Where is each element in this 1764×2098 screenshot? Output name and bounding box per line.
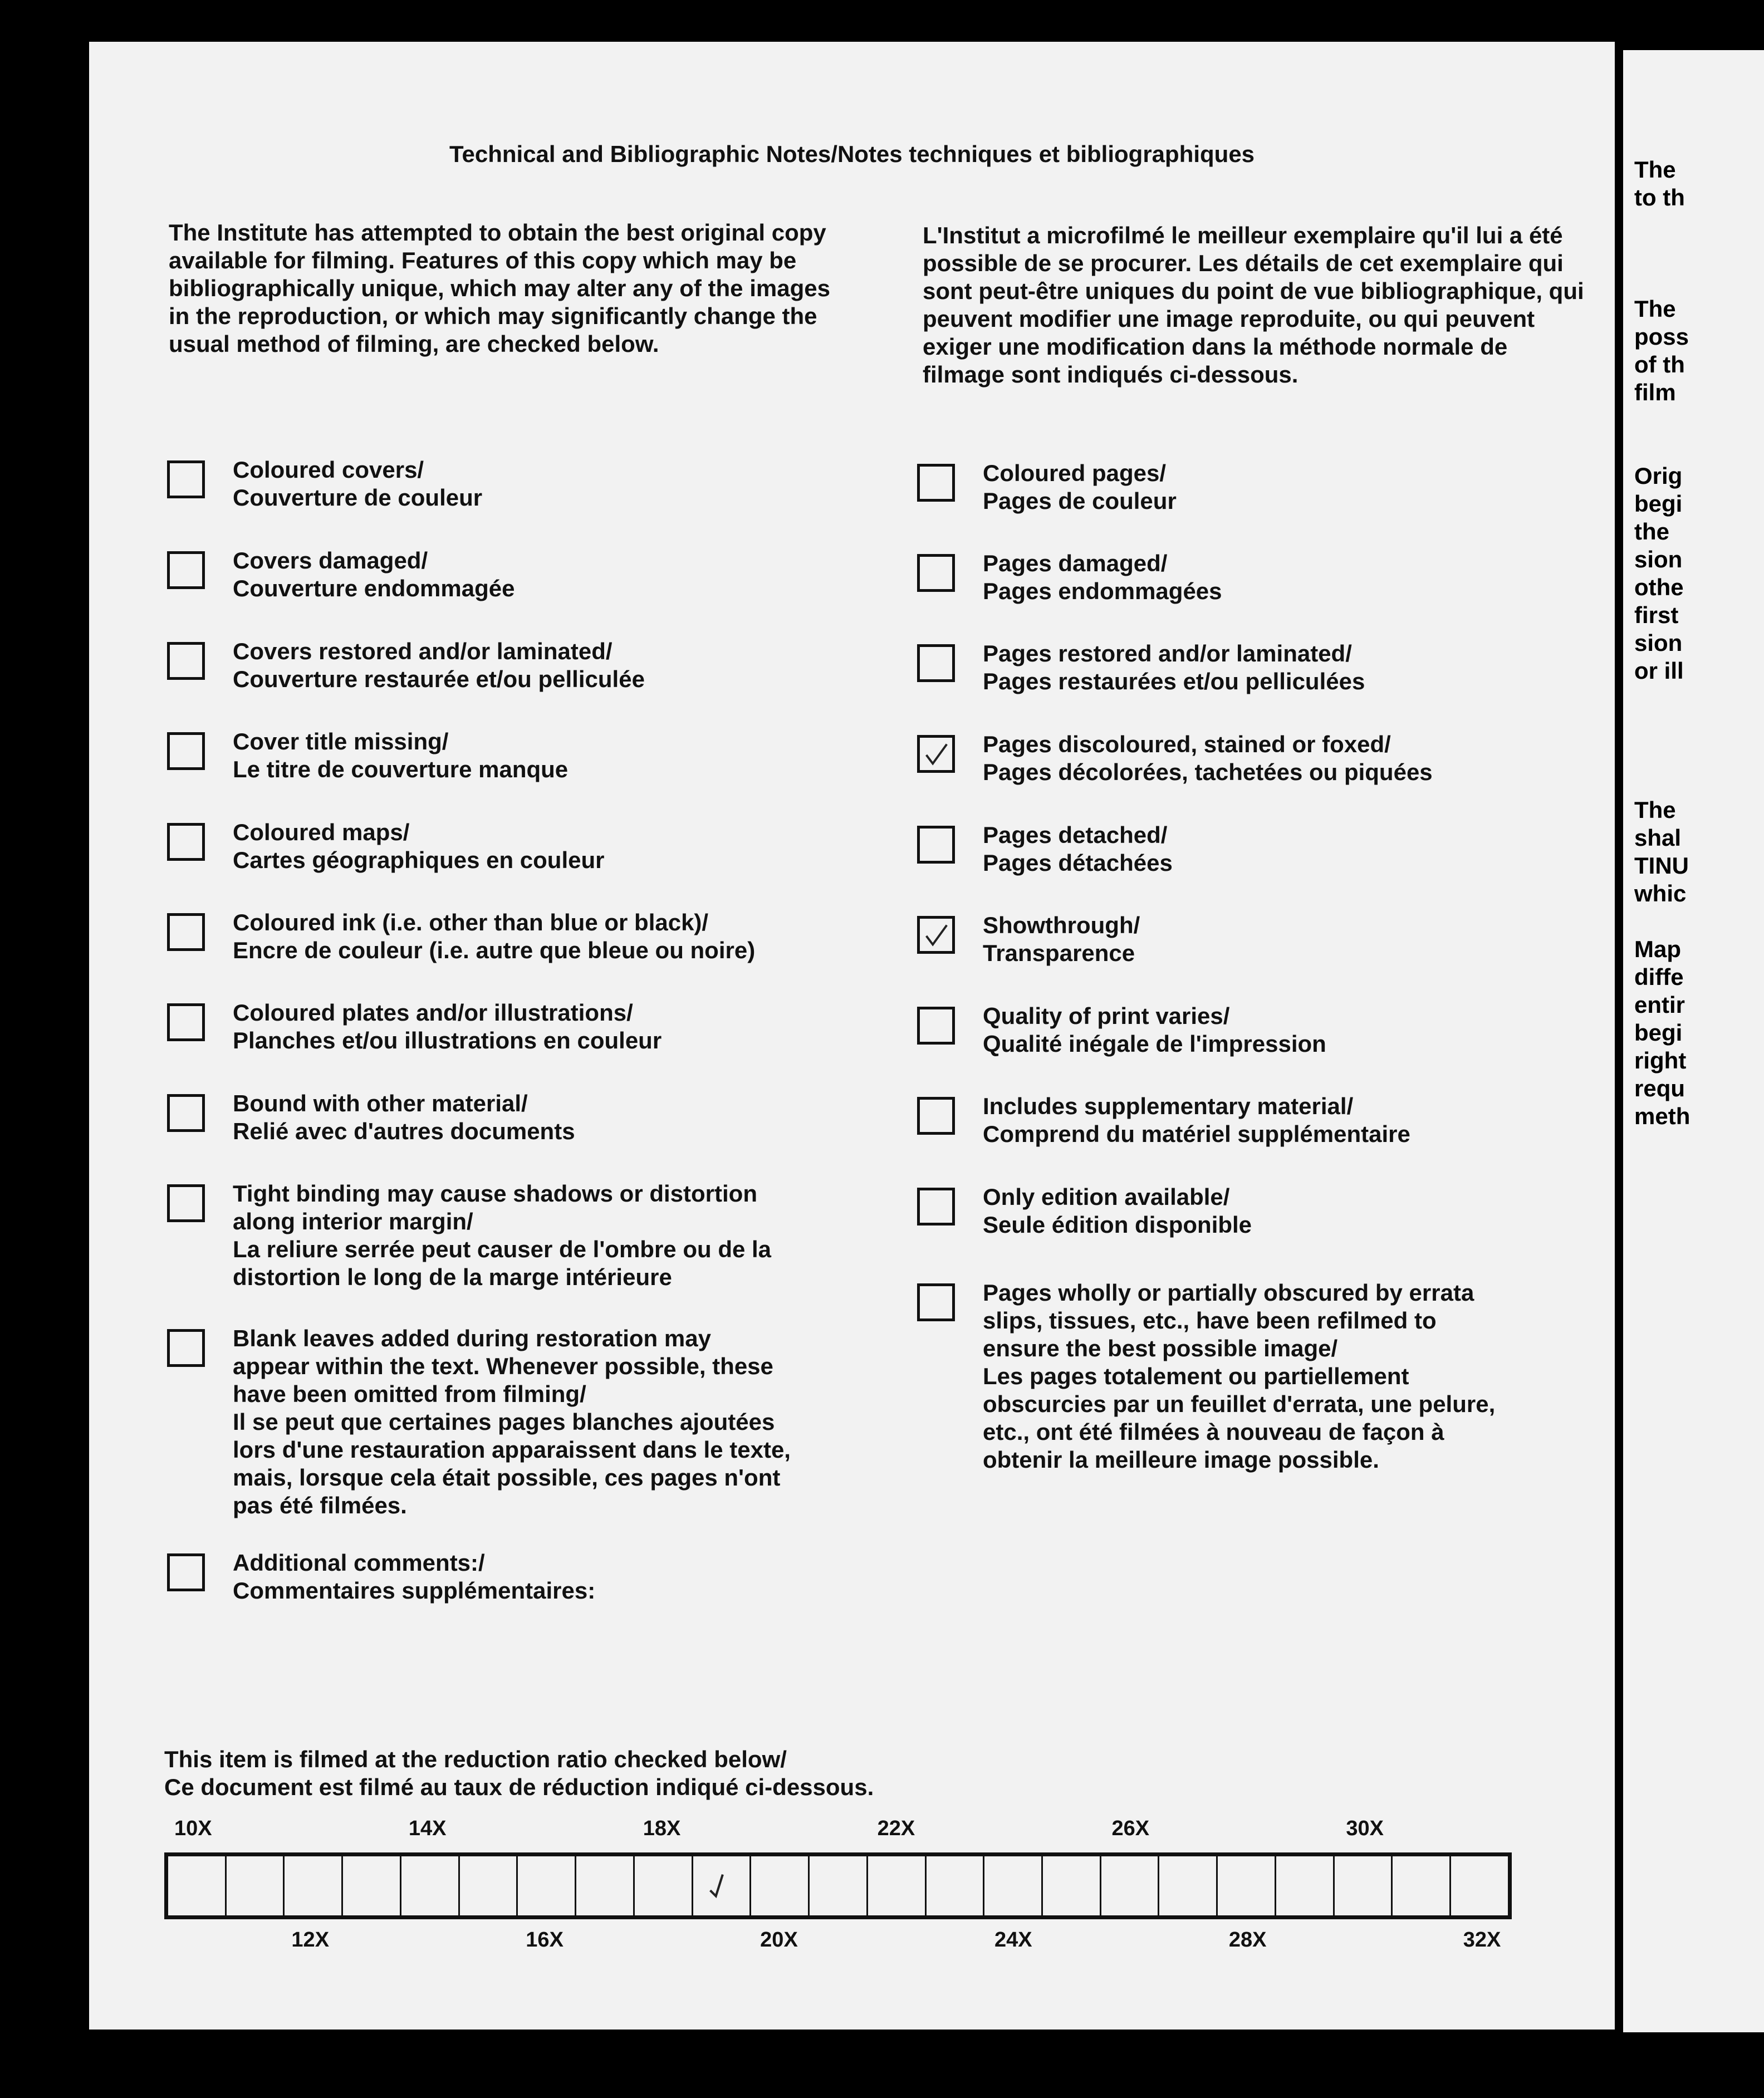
adjacent-page-text: begi (1634, 1019, 1683, 1046)
adjacent-page-text: othe (1634, 574, 1684, 600)
checkbox-label (983, 911, 1140, 967)
label-line: slips, tissues, etc., have been refilmed to (983, 1307, 1437, 1334)
checkmark-icon (693, 1856, 750, 1915)
ratio-cell[interactable] (984, 1856, 1043, 1915)
adjacent-page-text: sion (1634, 630, 1683, 656)
adjacent-page-text: or ill (1634, 658, 1684, 684)
ratio-bottom-label: 12X (291, 1928, 330, 1952)
label-line: Coloured ink (i.e. other than blue or black)/ (233, 909, 709, 935)
label-line: Relié avec d'autres documents (233, 1118, 575, 1144)
checkbox-label (233, 1325, 791, 1519)
checkbox-label (983, 1183, 1252, 1239)
label-line: Couverture restaurée et/ou pelliculée (233, 666, 645, 692)
label-line: Bound with other material/ (233, 1090, 528, 1116)
label-line: Transparence (983, 940, 1135, 966)
reduction-ratio-intro (164, 1746, 874, 1801)
label-line: Pages de couleur (983, 488, 1177, 514)
ratio-cell[interactable] (460, 1856, 518, 1915)
label-line: Pages décolorées, tachetées ou piquées (983, 759, 1433, 785)
checkbox[interactable] (917, 1283, 955, 1321)
adjacent-page-text: first (1634, 602, 1679, 628)
label-line: lors d'une restauration apparaissent dans le texte, (233, 1437, 791, 1463)
label-line: Includes supplementary material/ (983, 1093, 1354, 1119)
label-line: Cartes géographiques en couleur (233, 847, 605, 873)
label-line: ensure the best possible image/ (983, 1335, 1338, 1361)
ratio-cell[interactable] (168, 1856, 227, 1915)
ratio-cell[interactable] (1218, 1856, 1276, 1915)
checkbox[interactable] (917, 464, 955, 502)
checkbox-label (233, 1549, 595, 1605)
checkbox-label (233, 638, 645, 693)
ratio-cell[interactable] (810, 1856, 868, 1915)
label-line: Blank leaves added during restoration may (233, 1325, 711, 1351)
label-line: obscurcies par un feuillet d'errata, une pelure, (983, 1391, 1496, 1417)
checkbox-label (983, 821, 1173, 877)
ratio-cell[interactable] (401, 1856, 460, 1915)
label-line: Tight binding may cause shadows or distortion (233, 1180, 757, 1207)
label-line: Showthrough/ (983, 912, 1140, 938)
adjacent-page-text: shal (1634, 825, 1682, 851)
ratio-top-label: 26X (1111, 1817, 1150, 1840)
label-line: etc., ont été filmées à nouveau de façon à (983, 1419, 1444, 1445)
reduction-ratio-grid (164, 1852, 1512, 1919)
ratio-cell[interactable] (693, 1856, 752, 1915)
ratio-top-label: 30X (1346, 1817, 1384, 1840)
label-line: pas été filmées. (233, 1492, 407, 1518)
ratio-bottom-label: 16X (526, 1928, 564, 1952)
checkmark-icon (920, 738, 952, 770)
label-line: Pages detached/ (983, 822, 1168, 848)
checkmark-icon (920, 919, 952, 951)
label-line: Encre de couleur (i.e. autre que bleue ou noire) (233, 937, 756, 963)
adjacent-page-text: Map (1634, 936, 1681, 962)
checkbox[interactable] (917, 554, 955, 592)
label-line: Pages wholly or partially obscured by errata (983, 1280, 1474, 1306)
checkbox[interactable] (167, 1094, 205, 1132)
ratio-cell[interactable] (868, 1856, 927, 1915)
ratio-top-label: 14X (408, 1817, 447, 1840)
checkbox[interactable] (917, 644, 955, 682)
checkbox[interactable] (167, 1329, 205, 1367)
adjacent-page (1623, 50, 1764, 2032)
adjacent-page-text: TINU (1634, 852, 1689, 879)
label-line: Pages détachées (983, 850, 1173, 876)
ratio-cell[interactable] (343, 1856, 401, 1915)
checkbox-label (983, 1279, 1495, 1474)
label-line: along interior margin/ (233, 1208, 473, 1234)
ratio-cell[interactable] (576, 1856, 635, 1915)
adjacent-page-text: diffe (1634, 964, 1684, 990)
checkbox[interactable] (167, 1003, 205, 1041)
label-line: obtenir la meilleure image possible. (983, 1447, 1379, 1473)
checkbox-label (233, 999, 661, 1055)
adjacent-page-text: Orig (1634, 463, 1683, 489)
checkbox[interactable] (917, 1188, 955, 1226)
ratio-cell[interactable] (927, 1856, 985, 1915)
adjacent-page-text: The (1634, 156, 1676, 183)
ratio-cell[interactable] (1276, 1856, 1335, 1915)
adjacent-page-text: meth (1634, 1103, 1690, 1129)
checkbox-label (233, 818, 605, 874)
label-line: Coloured covers/ (233, 457, 424, 483)
label-line: Couverture de couleur (233, 484, 483, 511)
checkbox[interactable] (167, 913, 205, 951)
label-line: Covers restored and/or laminated/ (233, 638, 612, 664)
ratio-intro-fr: Ce document est filmé au taux de réduction indiqué ci-dessous. (164, 1774, 874, 1800)
ratio-cell[interactable] (518, 1856, 576, 1915)
page-title: Technical and Bibliographic Notes/Notes techniques et bibliographiques (449, 141, 1255, 167)
checkbox[interactable] (167, 460, 205, 498)
label-line: Qualité inégale de l'impression (983, 1031, 1326, 1057)
checkbox[interactable] (167, 642, 205, 680)
document-page (89, 42, 1615, 2030)
checkbox-label (233, 909, 755, 964)
checkbox[interactable] (167, 1184, 205, 1222)
checkbox-label (233, 1090, 575, 1145)
label-line: Coloured maps/ (233, 819, 410, 845)
ratio-cell[interactable] (1451, 1856, 1508, 1915)
label-line: Quality of print varies/ (983, 1003, 1230, 1029)
checkbox[interactable] (917, 826, 955, 864)
ratio-cell[interactable] (1101, 1856, 1160, 1915)
ratio-intro-en: This item is filmed at the reduction ratio checked below/ (164, 1746, 787, 1772)
label-line: Pages endommagées (983, 578, 1222, 604)
label-line: Only edition available/ (983, 1184, 1230, 1210)
checkbox[interactable] (917, 1007, 955, 1045)
label-line: have been omitted from filming/ (233, 1381, 586, 1407)
checkbox-label (983, 731, 1433, 786)
checkbox[interactable] (167, 732, 205, 770)
label-line: appear within the text. Whenever possible, these (233, 1353, 773, 1379)
ratio-bottom-label: 20X (760, 1928, 798, 1952)
checkbox-label (983, 550, 1222, 605)
checkbox-label (983, 1002, 1326, 1058)
adjacent-page-text: begi (1634, 491, 1683, 517)
adjacent-page-text: poss (1634, 323, 1689, 350)
adjacent-page-text: film (1634, 379, 1676, 405)
checked-checkbox[interactable] (917, 735, 955, 773)
adjacent-page-text: the (1634, 518, 1669, 545)
ratio-top-label: 22X (877, 1817, 915, 1840)
label-line: Cover title missing/ (233, 728, 449, 754)
ratio-cell[interactable] (635, 1856, 693, 1915)
ratio-cell[interactable] (1043, 1856, 1101, 1915)
label-line: Couverture endommagée (233, 575, 515, 601)
label-line: mais, lorsque cela était possible, ces pages n'ont (233, 1464, 781, 1491)
label-line: Pages discoloured, stained or foxed/ (983, 731, 1391, 757)
adjacent-page-text: to th (1634, 184, 1685, 210)
label-line: Pages restored and/or laminated/ (983, 640, 1352, 666)
checkbox[interactable] (917, 1097, 955, 1135)
ratio-cell[interactable] (285, 1856, 343, 1915)
ratio-cell[interactable] (1159, 1856, 1218, 1915)
checkbox-label (233, 547, 514, 602)
adjacent-page-text: The (1634, 296, 1676, 322)
adjacent-page-text: of th (1634, 351, 1685, 378)
ratio-top-label: 18X (643, 1817, 681, 1840)
label-line: Seule édition disponible (983, 1212, 1252, 1238)
label-line: Les pages totalement ou partiellement (983, 1363, 1409, 1389)
adjacent-page-text: The (1634, 797, 1676, 823)
intro-french: L'Institut a microfilmé le meilleur exemplaire qu'il lui a été possible de se procurer. Les détails de cet exemplaire qui sont peut-être uniques du point de vue bibliographique, qui peuvent modifier une image reproduite, ou qui peuvent exiger une modification dans la méthode normale de filmage sont indiqués ci-dessous. (923, 222, 1584, 388)
ratio-cell[interactable] (751, 1856, 810, 1915)
label-line: Coloured pages/ (983, 460, 1167, 486)
ratio-bottom-label: 24X (994, 1928, 1032, 1952)
ratio-bottom-label: 32X (1463, 1928, 1501, 1952)
checkbox-label (233, 1180, 771, 1291)
label-line: La reliure serrée peut causer de l'ombre ou de la (233, 1236, 772, 1262)
checkbox-label (983, 640, 1365, 695)
label-line: Covers damaged/ (233, 547, 428, 573)
checkbox-label (233, 456, 482, 512)
checkbox[interactable] (167, 551, 205, 589)
label-line: Planches et/ou illustrations en couleur (233, 1027, 662, 1053)
label-line: Pages restaurées et/ou pelliculées (983, 668, 1365, 694)
label-line: Additional comments:/ (233, 1550, 485, 1576)
adjacent-page-text: requ (1634, 1075, 1685, 1101)
label-line: Le titre de couverture manque (233, 756, 569, 782)
label-line: Pages damaged/ (983, 550, 1168, 576)
label-line: Comprend du matériel supplémentaire (983, 1121, 1410, 1147)
checkbox-label (983, 1092, 1410, 1148)
checkbox-label (233, 728, 568, 783)
intro-english: The Institute has attempted to obtain the best original copy available for filming. Features of this copy which may be bibliographically unique, which may alter any of the images in the reproduction, or which may significantly change the usual method of filming, are checked below. (169, 219, 830, 357)
adjacent-page-text: right (1634, 1047, 1687, 1073)
checkbox-label (983, 459, 1177, 515)
ratio-cell[interactable] (227, 1856, 285, 1915)
label-line: distortion le long de la marge intérieure (233, 1264, 672, 1290)
ratio-bottom-label: 28X (1228, 1928, 1267, 1952)
checkbox[interactable] (167, 823, 205, 861)
ratio-top-label: 10X (174, 1817, 212, 1840)
adjacent-page-text: whic (1634, 880, 1687, 906)
checkbox[interactable] (167, 1553, 205, 1591)
label-line: Coloured plates and/or illustrations/ (233, 999, 633, 1026)
label-line: Il se peut que certaines pages blanches ajoutées (233, 1409, 775, 1435)
adjacent-page-text: sion (1634, 546, 1683, 572)
ratio-cell[interactable] (1393, 1856, 1451, 1915)
label-line: Commentaires supplémentaires: (233, 1577, 596, 1604)
checked-checkbox[interactable] (917, 916, 955, 954)
ratio-cell[interactable] (1335, 1856, 1393, 1915)
adjacent-page-text: entir (1634, 992, 1685, 1018)
